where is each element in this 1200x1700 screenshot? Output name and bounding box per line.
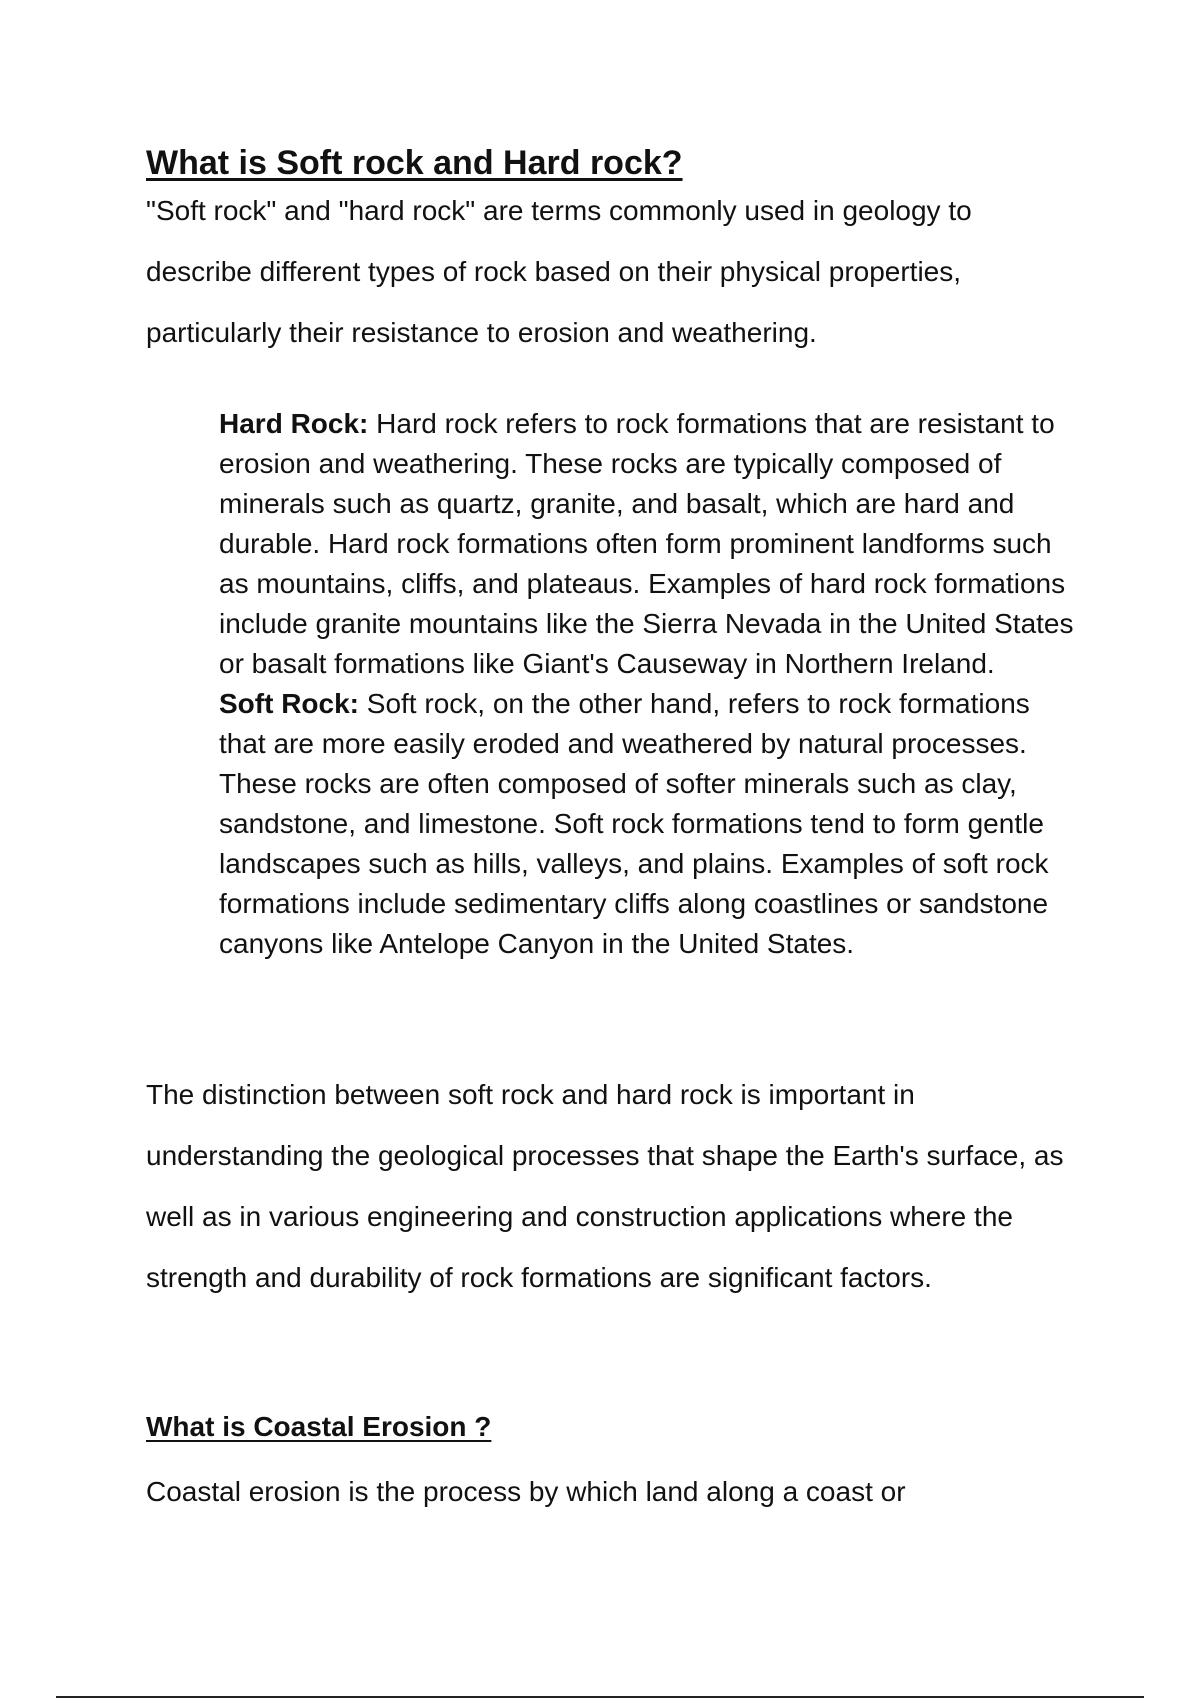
section-paragraph: Coastal erosion is the process by which land along a coast or — [146, 1476, 906, 1507]
definition-hard-rock — [219, 404, 1079, 684]
definition-term: Soft Rock: — [219, 688, 359, 719]
section-heading: What is Coastal Erosion ? — [146, 1411, 492, 1442]
definition-text: Hard rock refers to rock formations that are resistant to erosion and weathering. These rocks are typically composed of minerals such as quartz, granite, and basalt, which are hard and durable. Hard rock formations often form prominent landforms such as mountains, cliffs, and plateaus. Examples of hard rock formations include granite mountains like the Sierra Nevada in the United States or basalt formations like Giant's Causeway in Northern Ireland. — [219, 408, 1074, 679]
definitions-block — [219, 404, 1079, 964]
definition-soft-rock — [219, 684, 1079, 964]
definition-text: Soft rock, on the other hand, refers to rock formations that are more easily eroded and weathered by natural processes. These rocks are often composed of softer minerals such as clay, sandstone, and limestone. Soft rock formations tend to form gentle landscapes such as hills, valleys, and plains. Examples of soft rock formations include sedimentary cliffs along coastlines or sandstone canyons like Antelope Canyon in the United States. — [219, 688, 1049, 959]
intro-paragraph: "Soft rock" and "hard rock" are terms commonly used in geology to describe different types of rock based on their physical properties, particularly their resistance to erosion and weathering. — [146, 195, 972, 348]
definition-term: Hard Rock: — [219, 408, 369, 439]
page-divider — [56, 1696, 1144, 1698]
page-title: What is Soft rock and Hard rock? — [146, 144, 683, 182]
closing-paragraph: The distinction between soft rock and hard rock is important in understanding the geological processes that shape the Earth's surface, as well as in various engineering and construction applications where the strength and durability of rock formations are significant factors. — [146, 1079, 1064, 1293]
